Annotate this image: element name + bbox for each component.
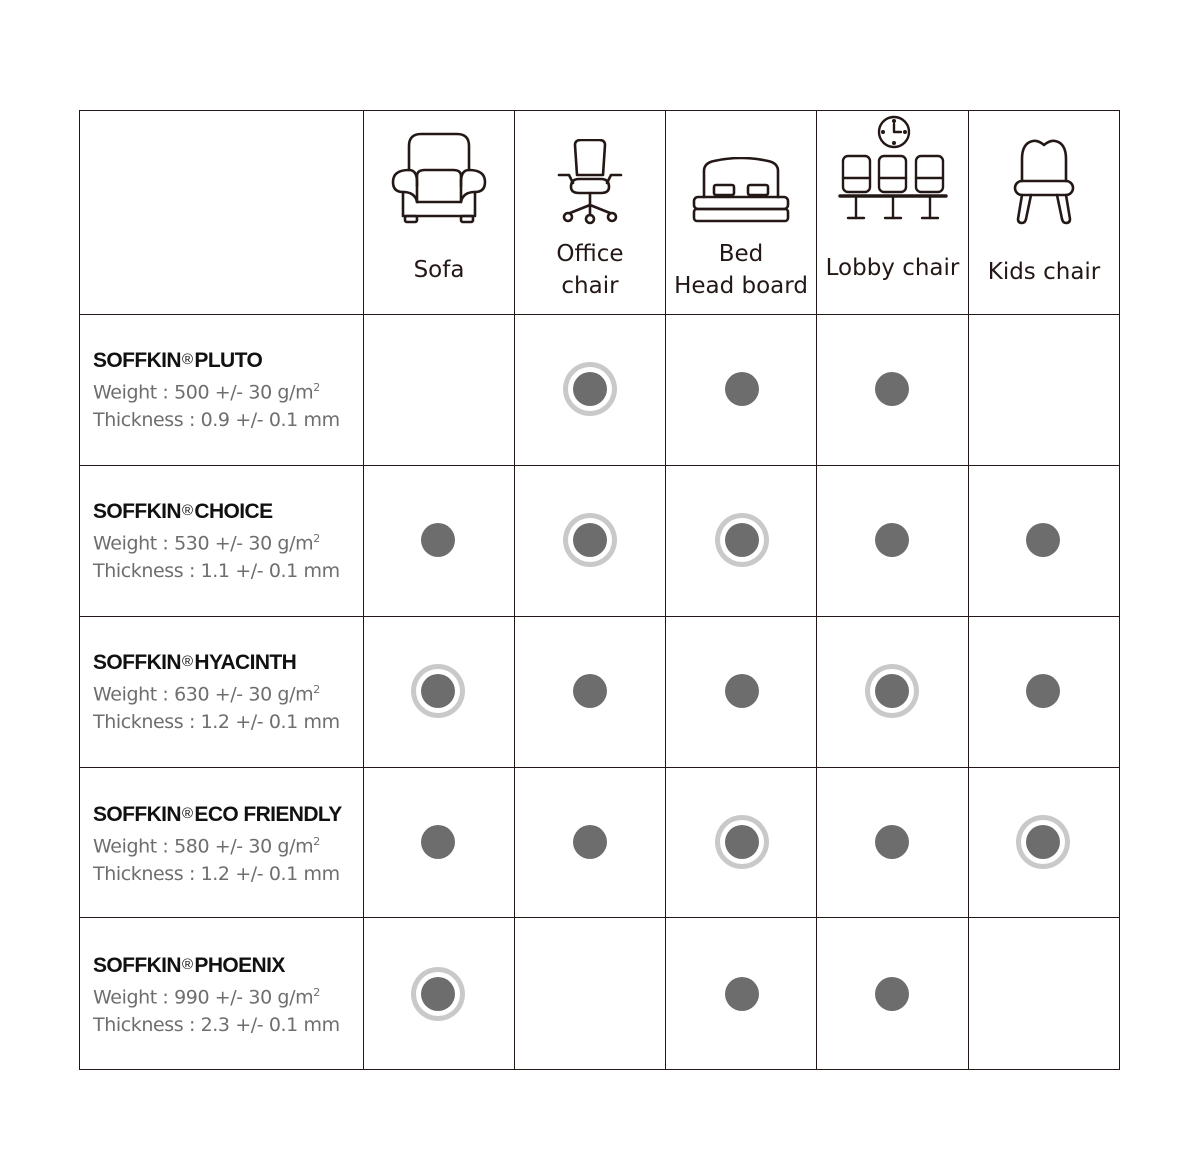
column-header-sofa xyxy=(364,110,514,314)
clock-icon xyxy=(879,117,909,147)
product-thickness: Thickness : 2.3 +/- 0.1 mm xyxy=(93,1014,340,1037)
recommended-marker xyxy=(421,977,455,1011)
lobby-chair-icon xyxy=(838,114,948,224)
suitable-marker xyxy=(875,977,909,1011)
product-row-label xyxy=(93,649,340,736)
product-thickness: Thickness : 1.2 +/- 0.1 mm xyxy=(93,863,340,886)
product-weight: Weight : 500 +/- 30 $g/m^2$ xyxy=(93,381,320,404)
office-chair-icon xyxy=(557,139,623,225)
product-thickness: Thickness : 1.2 +/- 0.1 mm xyxy=(93,711,340,734)
column-label: Office chair xyxy=(556,241,624,299)
grid-line xyxy=(79,616,1120,617)
product-row-label xyxy=(93,498,340,585)
suitable-marker xyxy=(725,674,759,708)
recommended-marker xyxy=(573,372,607,406)
suitable-marker xyxy=(1026,674,1060,708)
product-name: SOFFKIN®HYACINTH xyxy=(93,651,297,674)
kids-chair-icon xyxy=(1013,139,1075,225)
sofa-icon xyxy=(391,132,487,224)
grid-line xyxy=(79,767,1120,768)
grid-line xyxy=(79,314,1120,315)
suitable-marker xyxy=(725,372,759,406)
column-label: Kids chair xyxy=(987,259,1101,285)
product-thickness: Thickness : 1.1 +/- 0.1 mm xyxy=(93,560,340,583)
grid-line xyxy=(79,465,1120,466)
grid-line xyxy=(1119,110,1120,1070)
product-weight: Weight : 990 +/- 30 $g/m^2$ xyxy=(93,986,320,1009)
grid-line xyxy=(79,917,1120,918)
suitable-marker xyxy=(573,674,607,708)
suitable-marker xyxy=(1026,523,1060,557)
product-row-label xyxy=(93,952,340,1039)
product-weight: Weight : 580 +/- 30 $g/m^2$ xyxy=(93,835,320,858)
column-header-kids-chair xyxy=(969,110,1119,314)
product-name: SOFFKIN®PHOENIX xyxy=(93,954,285,977)
column-header-lobby-chair xyxy=(817,110,968,314)
column-header-bed xyxy=(666,110,816,314)
column-label: Bed Head board xyxy=(674,241,808,299)
recommended-marker xyxy=(875,674,909,708)
suitable-marker xyxy=(725,977,759,1011)
product-weight: Weight : 630 +/- 30 $g/m^2$ xyxy=(93,683,320,706)
bed-icon xyxy=(692,157,790,225)
column-label: Lobby chair xyxy=(825,255,960,281)
product-weight: Weight : 530 +/- 30 $g/m^2$ xyxy=(93,532,320,555)
suitable-marker xyxy=(875,825,909,859)
grid-line xyxy=(79,1069,1120,1070)
product-row-label xyxy=(93,801,342,888)
suitable-marker xyxy=(421,825,455,859)
recommended-marker xyxy=(725,825,759,859)
recommended-marker xyxy=(1026,825,1060,859)
product-name: SOFFKIN®PLUTO xyxy=(93,349,263,372)
recommended-marker xyxy=(573,523,607,557)
compatibility-table xyxy=(79,110,1120,1070)
suitable-marker xyxy=(573,825,607,859)
product-thickness: Thickness : 0.9 +/- 0.1 mm xyxy=(93,409,340,432)
column-label: Sofa xyxy=(413,257,465,283)
product-row-label xyxy=(93,347,340,434)
grid-line xyxy=(79,110,80,1070)
suitable-marker xyxy=(875,523,909,557)
column-header-office-chair xyxy=(515,110,665,314)
recommended-marker xyxy=(421,674,455,708)
product-name: SOFFKIN®ECO FRIENDLY xyxy=(93,803,342,826)
suitable-marker xyxy=(421,523,455,557)
recommended-marker xyxy=(725,523,759,557)
suitable-marker xyxy=(875,372,909,406)
product-name: SOFFKIN®CHOICE xyxy=(93,500,273,523)
